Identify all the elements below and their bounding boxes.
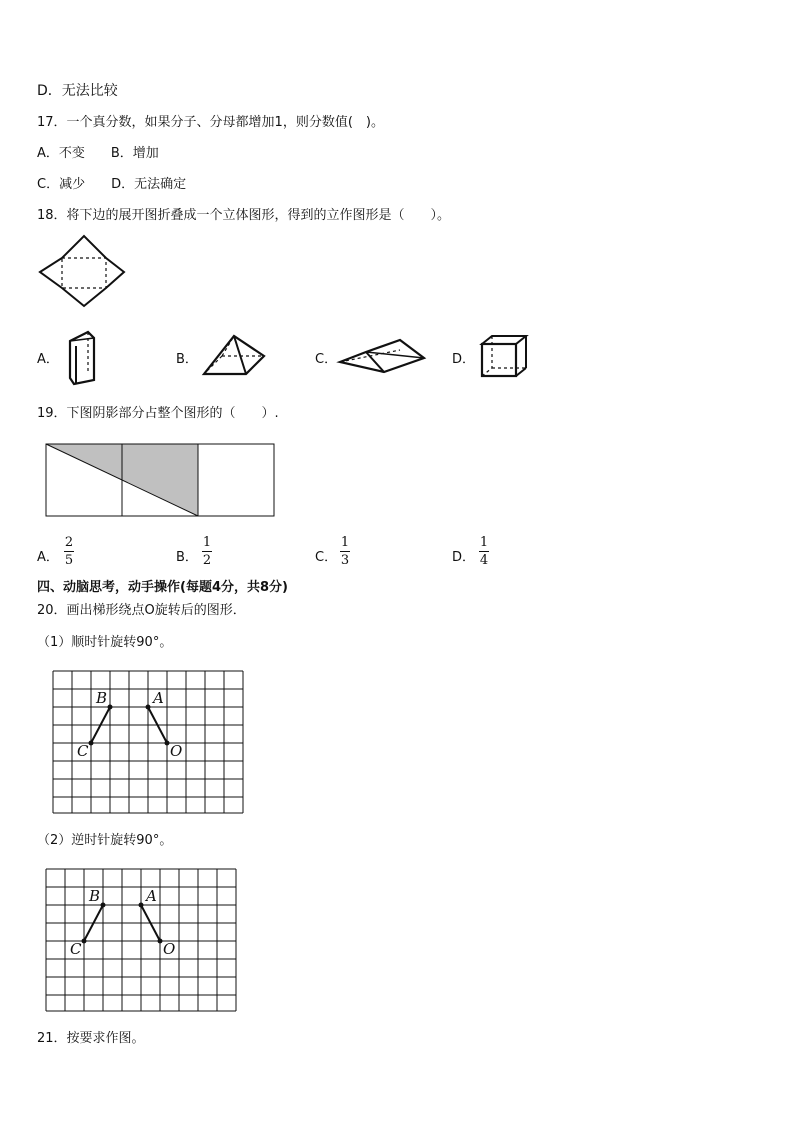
point-a (139, 903, 144, 908)
q20-part1-label: （1）顺时针旋转90°。 (37, 635, 173, 650)
q20-stem: 20．画出梯形绕点O旋转后的图形． (37, 603, 246, 618)
fraction-numerator: 2 (64, 535, 74, 550)
point-label-b: B (96, 689, 108, 707)
section4-heading: 四、动脑思考，动手操作(每题4分，共8分) (37, 580, 288, 595)
fraction-bar (479, 551, 489, 552)
point-label-o: O (170, 742, 183, 760)
q18-option-a-prism-icon (66, 328, 100, 386)
q18-net-figure (40, 236, 130, 310)
q19-option-d-fraction (479, 535, 489, 568)
q19-option-c-label: C． (315, 550, 338, 565)
q18-stem: 18．将下边的展开图折叠成一个立体图形，得到的立作图形是（ ）。 (37, 208, 451, 223)
q19-option-b-fraction (202, 535, 212, 568)
q20-part2-label: （2）逆时针旋转90°。 (37, 833, 173, 848)
point-c (89, 741, 94, 746)
fraction-denominator: 3 (340, 553, 350, 568)
fraction-numerator: 1 (479, 535, 489, 550)
point-label-c: C (77, 742, 89, 760)
point-a (146, 705, 151, 710)
q19-stem: 19．下图阴影部分占整个图形的（ ）. (37, 406, 279, 421)
q18-option-b-pyramid-icon (202, 334, 266, 376)
q19-option-a-label: A． (37, 550, 59, 565)
q19-option-d-label: D． (452, 550, 476, 565)
fraction-numerator: 1 (340, 535, 350, 550)
q21-stem: 21．按要求作图。 (37, 1031, 145, 1046)
q18-option-c-prism-icon (340, 336, 426, 374)
q17-options-row1: A．不变 B．增加 (37, 146, 159, 161)
q19-option-b-label: B． (176, 550, 198, 565)
fraction-numerator: 1 (202, 535, 212, 550)
q18-option-b-label: B． (176, 352, 198, 367)
fraction-bar (64, 551, 74, 552)
point-o (158, 939, 163, 944)
q16-option-d: D．无法比较 (37, 83, 118, 99)
point-b (101, 903, 106, 908)
point-o (165, 741, 170, 746)
fraction-denominator: 2 (202, 553, 212, 568)
q18-option-c-label: C． (315, 352, 338, 367)
point-label-b: B (89, 887, 101, 905)
fraction-denominator: 5 (64, 553, 74, 568)
point-label-c: C (70, 940, 82, 958)
point-c (82, 939, 87, 944)
point-label-o: O (163, 940, 176, 958)
q18-option-d-label: D． (452, 352, 476, 367)
point-label-a: A (153, 689, 164, 707)
q19-option-c-fraction (340, 535, 350, 568)
fraction-bar (340, 551, 350, 552)
q19-option-a-fraction (64, 535, 74, 568)
q17-stem: 17．一个真分数，如果分子、分母都增加1，则分数值( )。 (37, 115, 384, 130)
q20-grid-2 (45, 868, 237, 1012)
q18-option-a-label: A． (37, 352, 59, 367)
fraction-denominator: 4 (479, 553, 489, 568)
q19-shaded-figure (46, 444, 276, 518)
point-label-a: A (146, 887, 157, 905)
q17-options-row2: C．减少 D．无法确定 (37, 177, 187, 192)
q18-option-d-cube-icon (480, 334, 530, 378)
point-b (108, 705, 113, 710)
fraction-bar (202, 551, 212, 552)
q20-grid-1 (52, 670, 244, 814)
